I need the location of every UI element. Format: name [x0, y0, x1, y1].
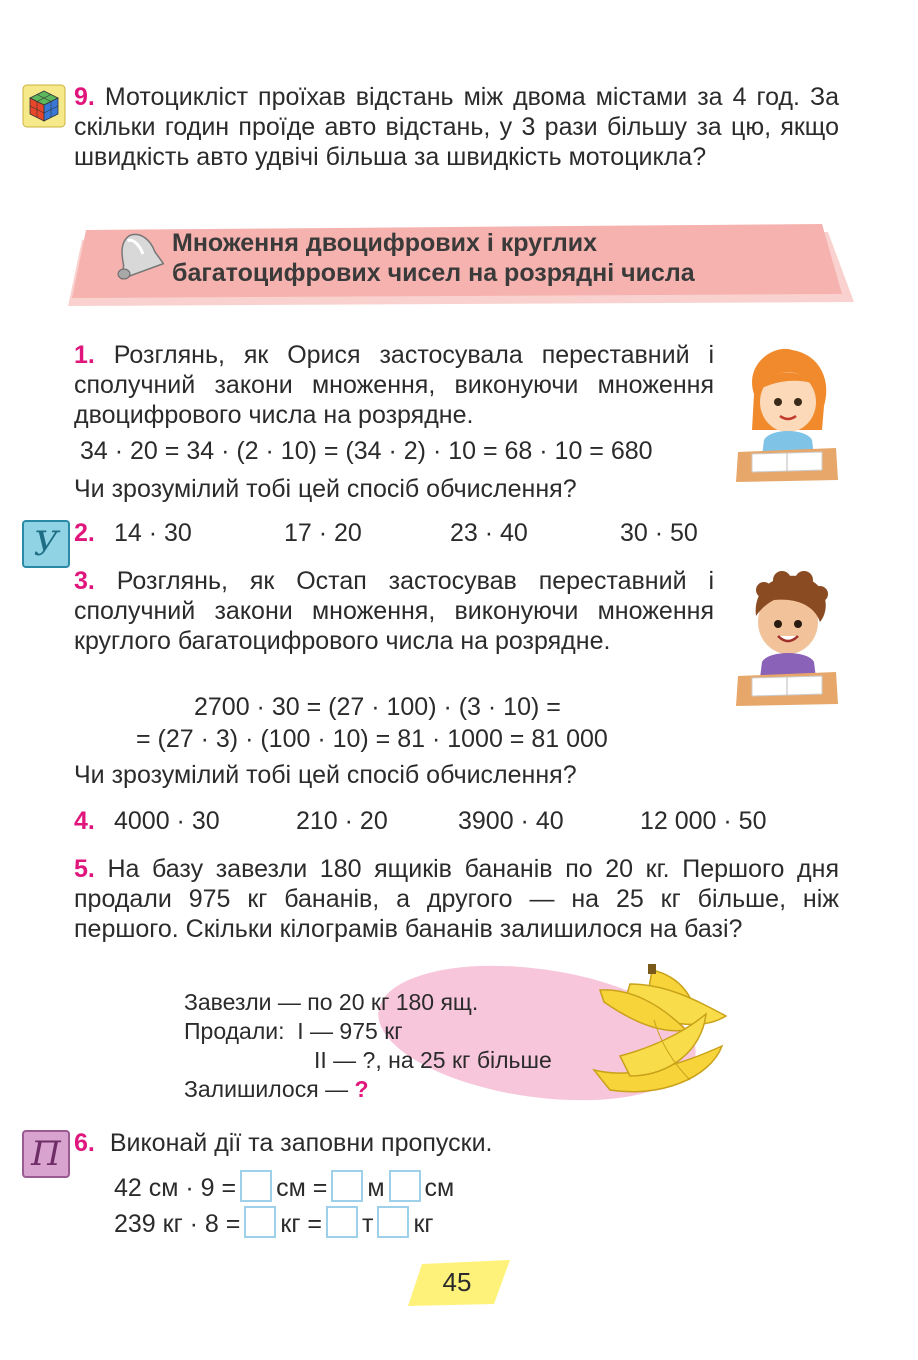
boy-reading-illustration	[734, 570, 840, 708]
task-4-item: 3900 · 40	[458, 807, 564, 835]
task-3-formula-line-1: 2700 · 30 = (27 · 100) · (3 · 10) =	[194, 693, 561, 721]
task-2-item: 14 · 30	[114, 519, 192, 547]
task-3-question: Чи зрозумілий тобі цей спосіб обчислення?	[74, 761, 577, 789]
task-2-item: 17 · 20	[284, 519, 362, 547]
answer-box[interactable]	[331, 1170, 363, 1202]
task-1-question: Чи зрозумілий тобі цей спосіб обчислення?	[74, 475, 577, 503]
task-text: Мотоцикліст проїхав відстань між двома містами за 4 год. За скільки годин проїде авто відстань, у 3 рази більшу за цю, якщо швидкість авто удвічі більша за швидкість мотоцикла?	[74, 83, 839, 171]
task-number: 5.	[74, 855, 95, 883]
girl-reading-illustration	[734, 344, 840, 484]
task-number: 1.	[74, 341, 95, 369]
section-title	[172, 228, 695, 288]
task-text: Виконай дії та заповни пропуски.	[109, 1129, 493, 1157]
answer-box[interactable]	[326, 1206, 358, 1238]
task-text: Розглянь, як Остап застосував переставний і сполучний закони множення, виконуючи множення круглого багатоцифрового числа на розрядне.	[74, 567, 714, 655]
answer-box[interactable]	[377, 1206, 409, 1238]
question-mark: ?	[354, 1076, 369, 1102]
task-6-heading	[74, 1128, 493, 1158]
task-4-number: 4.	[74, 807, 95, 835]
page-number: 45	[442, 1267, 472, 1297]
task-1-formula: 34 · 20 = 34 · (2 · 10) = (34 · 2) · 10 = 68 · 10 = 680	[80, 437, 653, 465]
expr: 42 см · 9 =	[114, 1174, 237, 1202]
unit: кг =	[280, 1210, 322, 1238]
task-text: Розглянь, як Орися застосувала переставний і сполучний закони множення, виконуючи множення двоцифрового числа на розрядне.	[74, 341, 715, 429]
tag-p-icon: П	[22, 1130, 70, 1178]
unit: см	[424, 1174, 455, 1202]
note-line: Завезли — по 20 кг 180 ящ.	[184, 989, 479, 1015]
task-number: 3.	[74, 567, 95, 595]
task-6-row-1	[114, 1170, 454, 1203]
answer-box[interactable]	[240, 1170, 272, 1202]
task-2-number: 2.	[74, 519, 95, 547]
note-label: Залишилося —	[184, 1076, 349, 1102]
tag-u-icon: У	[22, 520, 70, 568]
expr: 239 кг · 8 =	[114, 1210, 241, 1238]
rubik-cube-icon	[22, 84, 66, 128]
bananas-illustration	[590, 960, 730, 1100]
bell-icon	[104, 228, 164, 286]
task-4-item: 12 000 · 50	[640, 807, 767, 835]
unit: кг	[413, 1210, 434, 1238]
unit: т	[362, 1210, 374, 1238]
task-number: 6.	[74, 1129, 95, 1157]
unit: см =	[276, 1174, 328, 1202]
task-9	[74, 82, 839, 172]
answer-box[interactable]	[244, 1206, 276, 1238]
task-5-short-note	[184, 988, 552, 1104]
section-title-line-2: багатоцифрових чисел на розрядні числа	[172, 259, 695, 287]
answer-box[interactable]	[389, 1170, 421, 1202]
task-4-item: 4000 · 30	[114, 807, 220, 835]
task-5	[74, 854, 839, 944]
task-6-row-2	[114, 1206, 434, 1239]
unit: м	[367, 1174, 385, 1202]
note-line: II — ?, на 25 кг більше	[314, 1047, 552, 1073]
task-number: 9.	[74, 83, 95, 111]
task-1	[74, 340, 714, 430]
section-title-line-1: Множення двоцифрових і круглих	[172, 229, 598, 257]
task-3-formula-line-2: = (27 · 3) · (100 · 10) = 81 · 1000 = 81 000	[136, 725, 608, 753]
task-2-item: 23 · 40	[450, 519, 528, 547]
task-4-item: 210 · 20	[296, 807, 388, 835]
page-number-badge	[404, 1258, 514, 1308]
task-3	[74, 566, 714, 656]
task-2-item: 30 · 50	[620, 519, 698, 547]
note-line: Продали: I — 975 кг	[184, 1018, 403, 1044]
task-text: На базу завезли 180 ящиків бананів по 20 кг. Першого дня продали 975 кг бананів, а другого — на 25 кг більше, ніж першого. Скільки кілограмів бананів залишилося на базі?	[74, 855, 839, 943]
note-line-remaining	[184, 1075, 552, 1104]
